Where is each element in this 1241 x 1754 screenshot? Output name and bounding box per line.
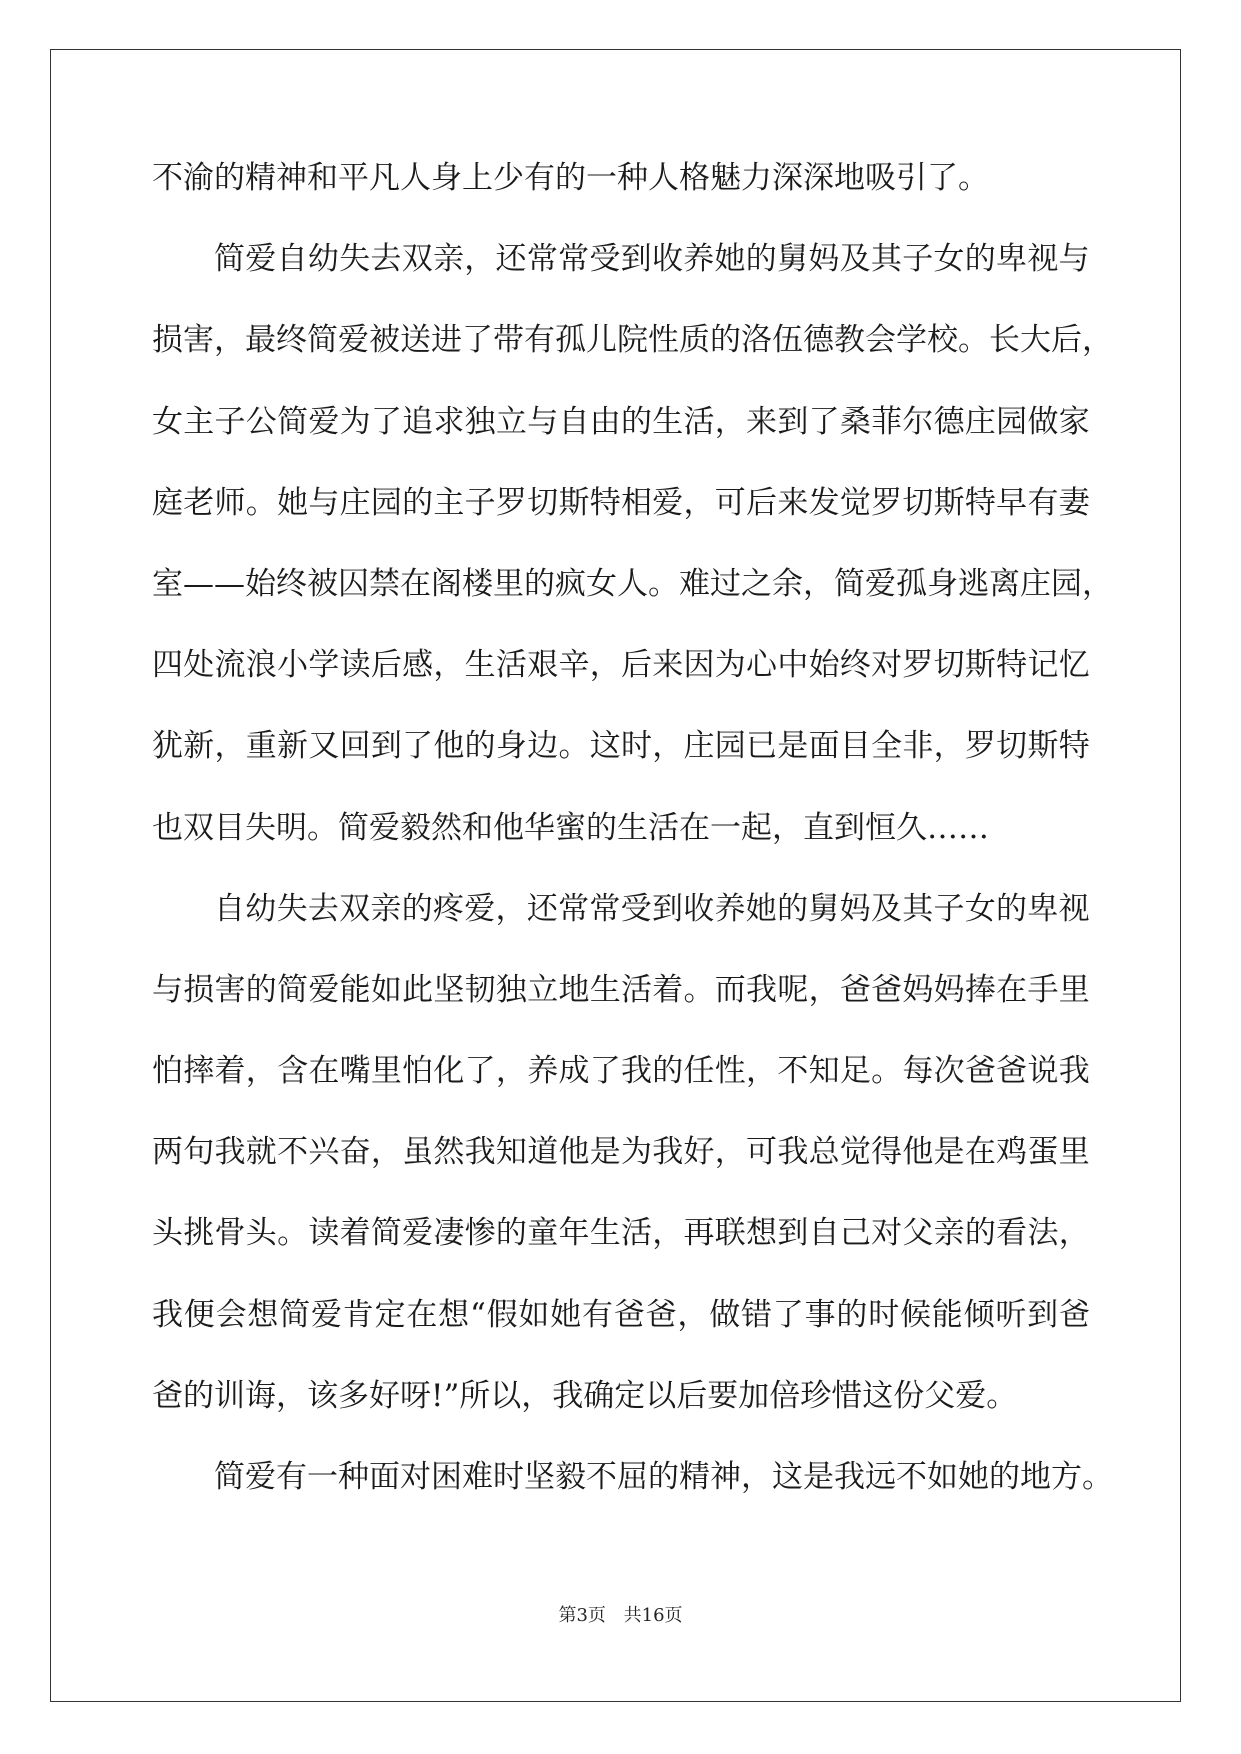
page-number: 第3页 (558, 1605, 606, 1626)
text-line: 两 句 我 就 不 兴 奋 ， 虽 然 我 知 道 他 是 为 我 好 ， 可 我 总 觉 得 他 是 在 鸡 蛋 里 (152, 1134, 1090, 1171)
text-line: 爸的训诲，该多好呀!”所以，我确定以后要加倍珍惜这份父爱。 (152, 1377, 1018, 1414)
page-footer (0, 1604, 1241, 1628)
text-line: 庭 老 师 。 她 与 庄 园 的 主 子 罗 切 斯 特 相 爱 ， 可 后 来 发 觉 罗 切 斯 特 早 有 妻 (152, 484, 1090, 521)
text-line: 也双目失明。简爱毅然和他华蜜的生活在一起，直到恒久…… (152, 809, 989, 846)
text-line: 不渝的精神和平凡人身上少有的一种人格魅力深深地吸引了。 (152, 160, 989, 196)
text-line: 与 损 害 的 简 爱 能 如 此 坚 韧 独 立 地 生 活 着 。 而 我 呢 ， 爸 爸 妈 妈 捧 在 手 里 (152, 971, 1090, 1008)
text-line: 损 害 ， 最 终 简 爱 被 送 进 了 带 有 孤 儿 院 性 质 的 洛 伍 德 教 会 学 校 。 长 大 后 ， (152, 322, 1113, 359)
text-line: 四 处 流 浪 小 学 读 后 感 ， 生 活 艰 辛 ， 后 来 因 为 心 中 始 终 对 罗 切 斯 特 记 忆 (152, 647, 1090, 684)
page-total: 共16页 (623, 1605, 683, 1626)
text-line: 简 爱 自 幼 失 去 双 亲 ， 还 常 常 受 到 收 养 她 的 舅 妈 及 其 子 女 的 卑 视 与 (214, 241, 1090, 278)
text-line: 自 幼 失 去 双 亲 的 疼 爱 ， 还 常 常 受 到 收 养 她 的 舅 妈 及 其 子 女 的 卑 视 (214, 890, 1090, 927)
text-line: 简爱有一种面对困难时坚毅不屈的精神，这是我远不如她的地方。 (214, 1459, 1113, 1495)
text-line: 犹 新 ， 重 新 又 回 到 了 他 的 身 边 。 这 时 ， 庄 园 已 是 面 目 全 非 ， 罗 切 斯 特 (152, 728, 1090, 765)
paragraph (152, 158, 1090, 239)
text-line: 室 — — 始 终 被 囚 禁 在 阁 楼 里 的 疯 女 人 。 难 过 之 余 ， 简 爱 孤 身 逃 离 庄 园 ， (152, 565, 1113, 602)
text-line: 怕 摔 着 ， 含 在 嘴 里 怕 化 了 ， 养 成 了 我 的 任 性 ， 不 知 足 。 每 次 爸 爸 说 我 (152, 1053, 1090, 1090)
text-line: 女 主 子 公 简 爱 为 了 追 求 独 立 与 自 由 的 生 活 ， 来 到 了 桑 菲 尔 德 庄 园 做 家 (152, 403, 1090, 440)
paragraph (152, 889, 1090, 1457)
document-body (152, 158, 1113, 1538)
text-line: 我 便 会 想 简 爱 肯 定 在 想 “ 假 如 她 有 爸 爸 ， 做 错 了 事 的 时 候 能 倾 听 到 爸 (152, 1296, 1090, 1333)
paragraph (152, 239, 1113, 889)
paragraph (152, 1457, 1113, 1538)
text-line: 头 挑 骨 头 。 读 着 简 爱 凄 惨 的 童 年 生 活 ， 再 联 想 到 自 己 对 父 亲 的 看 法 ， (152, 1215, 1090, 1252)
